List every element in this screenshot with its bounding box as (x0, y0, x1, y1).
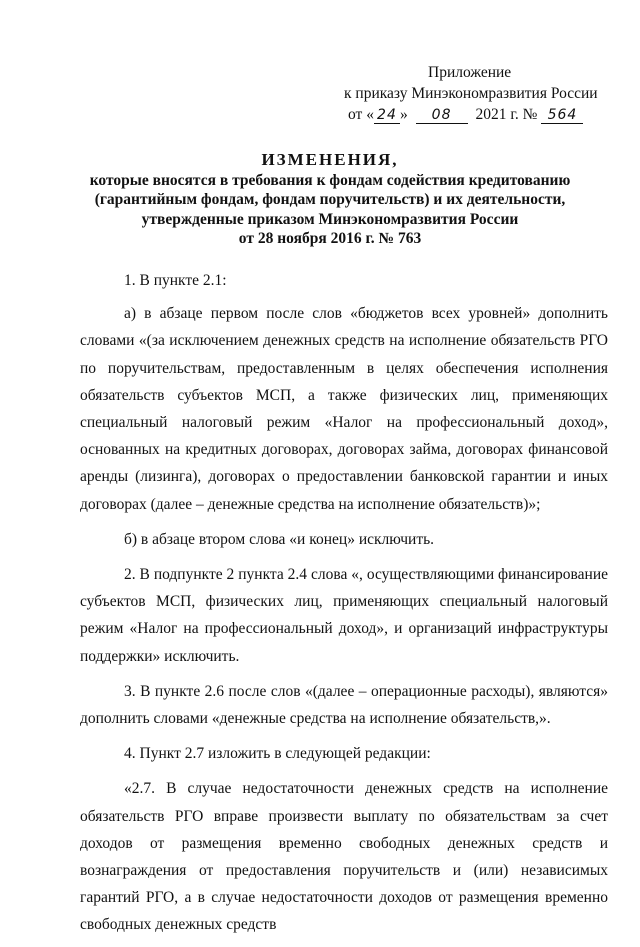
paragraph-2: 2. В подпункте 2 пункта 2.4 слова «, осуществляющими финансирование субъектов МСП, физических лиц, применяющих специальный налоговый режим «Налог на профессиональный доход», и организаций инфраструктуры поддержки» исключить. (80, 566, 608, 665)
paragraph-4: 4. Пункт 2.7 изложить в следующей редакции: (124, 745, 431, 763)
attachment-order-ref: к приказу Минэкономразвития России (344, 85, 598, 102)
handwritten-order-number: 564 (541, 107, 583, 124)
paragraph-4-text: «2.7. В случае недостаточности денежных средств на исполнение обязательств РГО вправе произвести выплату по обязательствам за счет доходов от размещения временно свободных денежных средств и вознаграждения от предоставления поручительств и (или) независимых гарантий РГО, а в случае недостаточности доходов от размещения временно свободных денежных средств (80, 780, 608, 934)
paragraph-1: 1. В пункте 2.1: (124, 272, 227, 289)
date-day-suffix: » (399, 106, 408, 123)
paragraph-3: 3. В пункте 2.6 после слов «(далее – операционные расходы), являются» дополнить словами «денежные средства на исполнение обязательств,». (80, 682, 608, 728)
attachment-date-line (330, 104, 600, 125)
date-year-text: 2021 г. № (475, 106, 538, 123)
attachment-label: Приложение (428, 64, 512, 81)
handwritten-day: 24 (374, 107, 400, 124)
title-heading: ИЗМЕНЕНИЯ, (261, 150, 399, 169)
handwritten-month: 08 (416, 107, 468, 124)
attachment-header (330, 62, 600, 125)
document-body (80, 267, 608, 947)
title-line-2: (гарантийным фондам, фондам поручительств) и их деятельности, (94, 191, 566, 208)
title-line-3: утвержденные приказом Минэкономразвития России (141, 210, 519, 228)
paragraph-1a: а) в абзаце первом после слов «бюджетов всех уровней» дополнить словами «(за исключением денежных средств на исполнение обязательств РГО по поручительствам, предоставленным в целях обеспечения исполнения обязательств субъектов МСП, а также физических лиц, применяющих специальный налоговый режим «Налог на профессиональный доход», основанных на кредитных договорах, договорах займа, договорах финансовой аренды (лизинга), договорах о предоставлении банковской гарантии и иных договорах (далее – денежные средства на исполнение обязательств)»; (80, 305, 608, 513)
title-line-4: от 28 ноября 2016 г. № 763 (238, 230, 422, 247)
title-line-1: которые вносятся в требования к фондам содействия кредитованию (89, 171, 571, 189)
paragraph-1b: б) в абзаце втором слова «и конец» исключить. (124, 530, 435, 548)
document-title (80, 150, 580, 249)
date-prefix: от « (348, 106, 374, 123)
